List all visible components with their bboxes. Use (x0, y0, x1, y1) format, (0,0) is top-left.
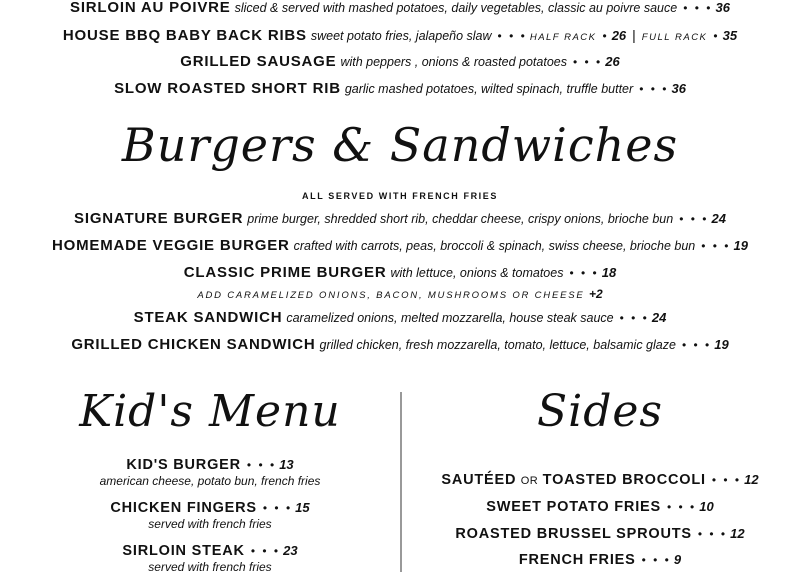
menu-item-grilled-chicken-sandwich (0, 336, 800, 354)
item-name: GRILLED CHICKEN SANDWICH (71, 336, 316, 353)
addon-line (0, 285, 800, 303)
price-dots: • • • (572, 55, 603, 69)
item-description: served with french fries (148, 560, 272, 574)
item-price: 24 (711, 211, 726, 226)
price-dots: • • • (666, 500, 697, 514)
price-dots: • (713, 29, 720, 43)
full-rack-label: FULL RACK (641, 32, 708, 43)
item-description: crafted with carrots, peas, broccoli & spinach, swiss cheese, brioche bun (293, 239, 696, 253)
item-description: with lettuce, onions & tomatoes (390, 266, 564, 280)
column-divider (400, 392, 402, 572)
side-item-sweet-potato-fries (410, 498, 790, 516)
item-price: 36 (671, 81, 686, 96)
item-name: SIRLOIN AU POIVRE (70, 0, 231, 16)
item-price: 18 (601, 265, 617, 280)
price-dots: • • • (569, 266, 599, 280)
price-dots: • • • (250, 544, 281, 558)
item-name: ROASTED BRUSSEL SPROUTS (455, 526, 692, 542)
item-description: sweet potato fries, jalapeño slaw (310, 29, 492, 43)
item-description: with peppers , onions & roasted potatoes (340, 55, 567, 69)
item-description: caramelized onions, melted mozzarella, house steak sauce (286, 311, 614, 325)
side-item-french-fries (410, 551, 790, 569)
section-title-sides: Sides (537, 386, 663, 437)
price-dots: • • • (497, 29, 527, 43)
menu-item-steak-sandwich (0, 309, 800, 327)
price-dots: • • • (641, 553, 671, 567)
menu-item-bbq-ribs (0, 27, 800, 45)
menu-item-grilled-sausage (0, 53, 800, 71)
side-item-broccoli (410, 471, 790, 489)
item-name: HOMEMADE VEGGIE BURGER (52, 237, 290, 254)
item-price: 15 (295, 500, 310, 515)
addon-price: +2 (588, 287, 603, 301)
item-price: 19 (714, 337, 729, 352)
price-dots: • • • (681, 338, 712, 352)
price-dots: • • • (683, 1, 713, 15)
full-rack-price: 35 (722, 28, 738, 43)
item-description: american cheese, potato bun, french fries (99, 474, 321, 488)
half-rack-price: 26 (611, 28, 627, 43)
item-name: SLOW ROASTED SHORT RIB (114, 80, 341, 97)
item-name: KID'S BURGER (126, 457, 241, 473)
section-note (0, 186, 800, 204)
menu-item-sirloin-au-poivre (0, 0, 800, 17)
price-dots: • • • (246, 458, 277, 472)
item-name: STEAK SANDWICH (133, 309, 283, 326)
side-item-brussel-sprouts (410, 525, 790, 543)
item-description: garlic mashed potatoes, wilted spinach, truffle butter (344, 82, 634, 96)
item-description: served with french fries (148, 517, 272, 531)
kids-item-sirloin-steak (40, 542, 380, 574)
price-separator: | (632, 27, 636, 43)
price-dots: • (602, 29, 609, 43)
item-price: 36 (715, 0, 730, 15)
price-dots: • • • (679, 212, 709, 226)
section-title-burgers: Burgers & Sandwiches (121, 118, 679, 172)
item-price: 10 (699, 499, 714, 514)
item-price: 26 (605, 54, 620, 69)
item-description: sliced & served with mashed potatoes, daily vegetables, classic au poivre sauce (234, 1, 678, 15)
item-name: SWEET POTATO FRIES (486, 499, 661, 515)
item-price: 9 (673, 552, 682, 567)
price-dots: • • • (697, 527, 728, 541)
price-dots: • • • (639, 82, 669, 96)
item-or-word: OR (520, 475, 539, 487)
item-price: 12 (744, 472, 759, 487)
kids-item-burger (40, 456, 380, 488)
item-name: SIRLOIN STEAK (122, 543, 245, 559)
kids-item-chicken-fingers (40, 499, 380, 531)
price-dots: • • • (711, 473, 742, 487)
item-price: 24 (651, 310, 667, 325)
item-name: CLASSIC PRIME BURGER (183, 264, 387, 281)
item-description: prime burger, shredded short rib, cheddar cheese, crispy onions, brioche bun (247, 212, 674, 226)
item-name: SIGNATURE BURGER (74, 210, 244, 227)
menu-item-signature-burger (0, 210, 800, 228)
price-dots: • • • (701, 239, 731, 253)
item-name: HOUSE BBQ BABY BACK RIBS (62, 27, 307, 44)
item-description: grilled chicken, fresh mozzarella, tomato, lettuce, balsamic glaze (319, 338, 676, 352)
item-price: 13 (279, 457, 294, 472)
half-rack-label: HALF RACK (529, 32, 597, 43)
menu-item-short-rib (0, 80, 800, 98)
addon-text: ADD CARAMELIZED ONIONS, BACON, MUSHROOMS OR CHEESE (197, 290, 585, 301)
item-name: CHICKEN FINGERS (110, 500, 257, 516)
menu-item-veggie-burger (0, 237, 800, 255)
item-name: FRENCH FRIES (518, 552, 636, 568)
menu-item-classic-prime-burger (0, 264, 800, 282)
item-price: 23 (283, 543, 298, 558)
item-price: 19 (733, 238, 748, 253)
item-name-part: SAUTÉED (441, 472, 517, 488)
price-dots: • • • (619, 311, 649, 325)
section-note-text: ALL SERVED WITH FRENCH FRIES (302, 191, 498, 201)
item-price: 12 (730, 526, 745, 541)
item-name-part: TOASTED BROCCOLI (542, 472, 706, 488)
item-name: GRILLED SAUSAGE (180, 53, 337, 70)
section-title-kids: Kid's Menu (79, 386, 341, 437)
price-dots: • • • (262, 501, 293, 515)
